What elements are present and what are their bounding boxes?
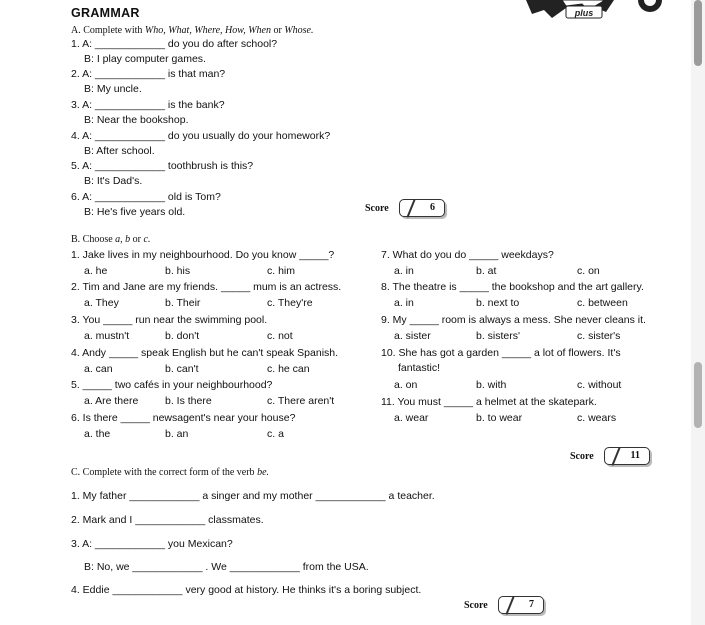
question-line: 4. Andy _____ speak English but he can't speak Spanish. [71, 347, 339, 359]
answer-b-line: B: He's five years old. [84, 206, 186, 218]
logo-text: plus [574, 8, 594, 18]
option-b: b. Their [165, 297, 201, 309]
answer-b-line: B: I play computer games. [84, 53, 206, 65]
score-a-value: 6 [430, 202, 435, 213]
option-a: a. in [394, 297, 414, 309]
option-a: a. in [394, 265, 414, 277]
option-b: b. to wear [476, 412, 523, 424]
score-a-label: Score [365, 203, 389, 214]
question-line-continued: fantastic! [398, 362, 441, 374]
score-c-value: 7 [529, 599, 534, 610]
option-c: c. he can [267, 363, 310, 375]
question-line: 5. _____ two cafés in your neighbourhood? [71, 379, 273, 391]
score-a [365, 199, 455, 219]
option-c: c. on [577, 265, 600, 277]
answer-b-line: B: It's Dad's. [84, 175, 143, 187]
option-c: c. without [577, 379, 622, 391]
question-line: 10. She has got a garden _____ a lot of flowers. It's [381, 347, 621, 359]
option-a: a. Are there [84, 395, 139, 407]
option-b: b. sisters' [476, 330, 521, 342]
score-c-box [498, 596, 544, 614]
question-line: 9. My _____ room is always a mess. She never cleans it. [381, 314, 646, 326]
option-b: b. an [165, 428, 189, 440]
option-a: a. mustn't [84, 330, 130, 342]
option-a: a. can [84, 363, 113, 375]
section-b-title: B. Choose a, b or c. [71, 234, 151, 245]
option-a: a. the [84, 428, 111, 440]
score-c-label: Score [464, 600, 488, 611]
question-a-line: 5. A: ____________ toothbrush is this? [71, 160, 254, 172]
answer-b-line: B: After school. [84, 145, 155, 157]
score-b-box [604, 447, 650, 465]
exercise-line: 3. A: ____________ you Mexican? [71, 538, 233, 550]
option-b: b. his [165, 265, 191, 277]
option-c: c. between [577, 297, 628, 309]
question-line: 6. Is there _____ newsagent's near your house? [71, 412, 296, 424]
scrollbar-thumb-secondary[interactable] [694, 362, 702, 428]
question-a-line: 6. A: ____________ old is Tom? [71, 191, 221, 203]
option-a: a. They [84, 297, 119, 309]
option-b: b. don't [165, 330, 200, 342]
option-b: b. at [476, 265, 497, 277]
question-line: 2. Tim and Jane are my friends. _____ mum is an actress. [71, 281, 342, 293]
score-a-box [399, 199, 445, 217]
scrollbar-thumb[interactable] [694, 0, 702, 66]
answer-b-line: B: Near the bookshop. [84, 114, 189, 126]
question-a-line: 3. A: ____________ is the bank? [71, 99, 225, 111]
score-b-label: Score [570, 451, 594, 462]
question-line: 3. You _____ run near the swimming pool. [71, 314, 268, 326]
exercise-line: B: No, we ____________ . We ____________ from the USA. [84, 561, 369, 573]
score-b [570, 447, 660, 467]
section-c-title: C. Complete with the correct form of the verb be. [71, 467, 270, 478]
answer-b-line: B: My uncle. [84, 83, 142, 95]
score-b-value: 11 [630, 450, 640, 461]
option-c: c. sister's [577, 330, 621, 342]
option-b: b. next to [476, 297, 520, 309]
option-c: c. him [267, 265, 296, 277]
option-c: c. a [267, 428, 284, 440]
option-a: a. wear [394, 412, 429, 424]
question-line: 1. Jake lives in my neighbourhood. Do you know _____? [71, 249, 335, 261]
question-a-line: 4. A: ____________ do you usually do your homework? [71, 130, 331, 142]
option-a: a. sister [394, 330, 431, 342]
score-c [464, 596, 554, 616]
question-a-line: 2. A: ____________ is that man? [71, 68, 226, 80]
exercise-line: 2. Mark and I ____________ classmates. [71, 514, 264, 526]
question-line: 11. You must _____ a helmet at the skatepark. [381, 396, 597, 408]
section-a-title: A. Complete with Who, What, Where, How, When or Whose. [71, 25, 314, 36]
question-line: 7. What do you do _____ weekdays? [381, 249, 554, 261]
option-c: c. wears [577, 412, 617, 424]
exercise-line: 1. My father ____________ a singer and my mother ____________ a teacher. [71, 490, 435, 502]
exercise-line: 4. Eddie ____________ very good at history. He thinks it's a boring subject. [71, 584, 422, 596]
question-line: 8. The theatre is _____ the bookshop and the art gallery. [381, 281, 644, 293]
question-a-line: 1. A: ____________ do you do after school? [71, 38, 278, 50]
book-logo [522, 0, 672, 20]
option-b: b. can't [165, 363, 199, 375]
option-a: a. on [394, 379, 418, 391]
option-b: b. Is there [165, 395, 212, 407]
scrollbar-track[interactable] [691, 0, 705, 625]
option-a: a. he [84, 265, 108, 277]
page-heading: GRAMMAR [71, 6, 140, 20]
option-c: c. not [267, 330, 293, 342]
option-c: c. There aren't [267, 395, 335, 407]
option-c: c. They're [267, 297, 313, 309]
option-b: b. with [476, 379, 507, 391]
